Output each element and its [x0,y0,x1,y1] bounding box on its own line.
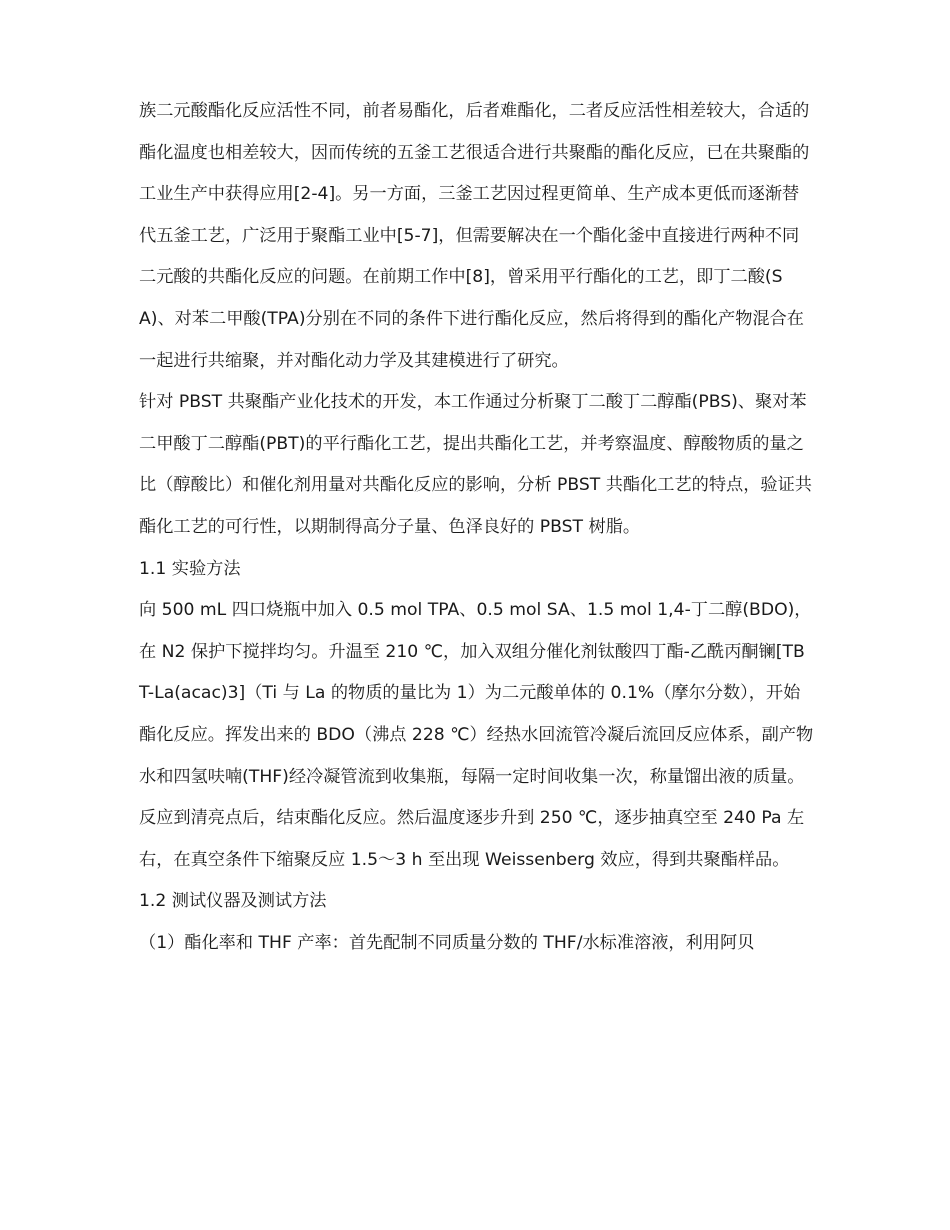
paragraph-work-overview: 针对 PBST 共聚酯产业化技术的开发，本工作通过分析聚丁二酸丁二醇酯(PBS)、聚对苯二甲酸丁二醇酯(PBT)的平行酯化工艺，提出共酯化工艺，并考察温度、醇酸物质的量之比（醇酸比）和催化剂用量对共酯化反应的影响，分析 PBST 共酯化工艺的特点，验证共酯化工艺的可行性，以期制得高分子量、色泽良好的 PBST 树脂。 [139,392,812,537]
document-body [139,91,815,964]
section-heading-experimental-method: 1.1 实验方法 [139,558,241,579]
paragraph-intro-continued: 族二元酸酯化反应活性不同，前者易酯化，后者难酯化，二者反应活性相差较大，合适的酯化温度也相差较大，因而传统的五釜工艺很适合进行共聚酯的酯化反应，已在共聚酯的工业生产中获得应用[2-4]。另一方面，三釜工艺因过程更简单、生产成本更低而逐渐替代五釜工艺，广泛用于聚酯工业中[5-7]，但需要解决在一个酯化釜中直接进行两种不同二元酸的共酯化反应的问题。在前期工作中[8]，曾采用平行酯化的工艺，即丁二酸(SA)、对苯二甲酸(TPA)分别在不同的条件下进行酯化反应，然后将得到的酯化产物混合在一起进行共缩聚，并对酯化动力学及其建模进行了研究。 [139,101,810,371]
paragraph-experimental-procedure: 向 500 mL 四口烧瓶中加入 0.5 mol TPA、0.5 mol SA、1.5 mol 1,4-丁二醇(BDO)，在 N2 保护下搅拌均匀。升温至 210 ℃，加入双组分催化剂钛酸四丁酯-乙酰丙酮镧[TBT-La(acac)3]（Ti 与 La 的物质的量比为 1）为二元酸单体的 0.1%（摩尔分数），开始酯化反应。挥发出来的 BDO（沸点 228 ℃）经热水回流管冷凝后流回反应体系，副产物水和四氢呋喃(THF)经冷凝管流到收集瓶，每隔一定时间收集一次，称量馏出液的质量。反应到清亮点后，结束酯化反应。然后温度逐步升到 250 ℃，逐步抽真空至 240 Pa 左右，在真空条件下缩聚反应 1.5～3 h 至出现 Weissenberg 效应，得到共聚酯样品。 [139,600,814,870]
section-heading-test-instruments: 1.2 测试仪器及测试方法 [139,891,327,912]
paragraph-esterification-rate: （1）酯化率和 THF 产率：首先配制不同质量分数的 THF/水标准溶液，利用阿贝 [139,932,755,953]
